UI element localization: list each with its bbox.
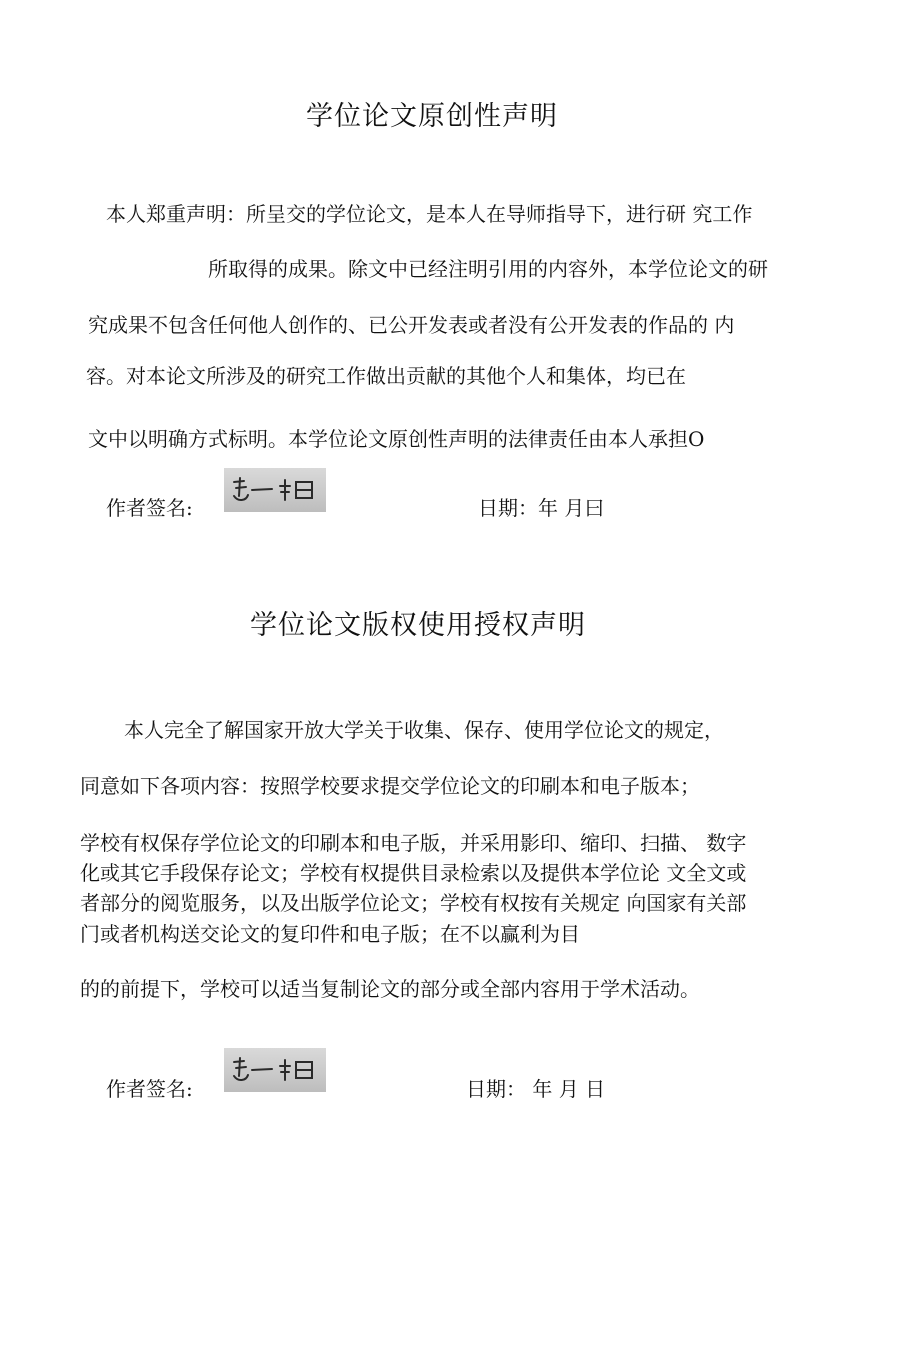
- copyright-title: 学位论文版权使用授权声明: [250, 610, 586, 641]
- copyright-line-1: 本人完全了解国家开放大学关于收集、保存、使用学位论文的规定，: [124, 718, 724, 742]
- copyright-line-6: 门或者机构送交论文的复印件和电子版；在不以赢利为目: [80, 922, 580, 946]
- originality-line-4: 容。对本论文所涉及的研究工作做出贡献的其他个人和集体，均已在: [86, 364, 686, 388]
- originality-title: 学位论文原创性声明: [306, 101, 558, 132]
- originality-line-5: 文中以明确方式标明。本学位论文原创性声明的法律责任由本人承担O: [88, 427, 705, 451]
- copyright-line-2: 同意如下各项内容：按照学校要求提交学位论文的印刷本和电子版本；: [80, 774, 700, 798]
- copyright-line-4: 化或其它手段保存论文；学校有权提供目录检索以及提供本学位论 文全文或: [80, 861, 747, 885]
- originality-line-3: 究成果不包含任何他人创作的、已公开发表或者没有公开发表的作品的 内: [88, 313, 735, 337]
- signature-label: 作者签名:: [106, 496, 193, 520]
- copyright-line-3: 学校有权保存学位论文的印刷本和电子版，并采用影印、缩印、扫描、 数字: [80, 831, 747, 855]
- signature-label-2: 作者签名:: [106, 1077, 193, 1101]
- author-signature-image-2: [224, 1048, 326, 1092]
- author-signature-image: [224, 468, 326, 512]
- date-label-2: 日期： 年 月 日: [466, 1077, 606, 1101]
- originality-line-2: 所取得的成果。除文中已经注明引用的内容外，本学位论文的研: [208, 257, 768, 281]
- copyright-line-5: 者部分的阅览服务，以及出版学位论文；学校有权按有关规定 向国家有关部: [80, 891, 747, 915]
- originality-line-1: 本人郑重声明：所呈交的学位论文，是本人在导师指导下，进行研 究工作: [106, 202, 753, 226]
- copyright-line-7: 的的前提下，学校可以适当复制论文的部分或全部内容用于学术活动。: [80, 977, 700, 1001]
- date-label: 日期：年 月曰: [478, 496, 605, 520]
